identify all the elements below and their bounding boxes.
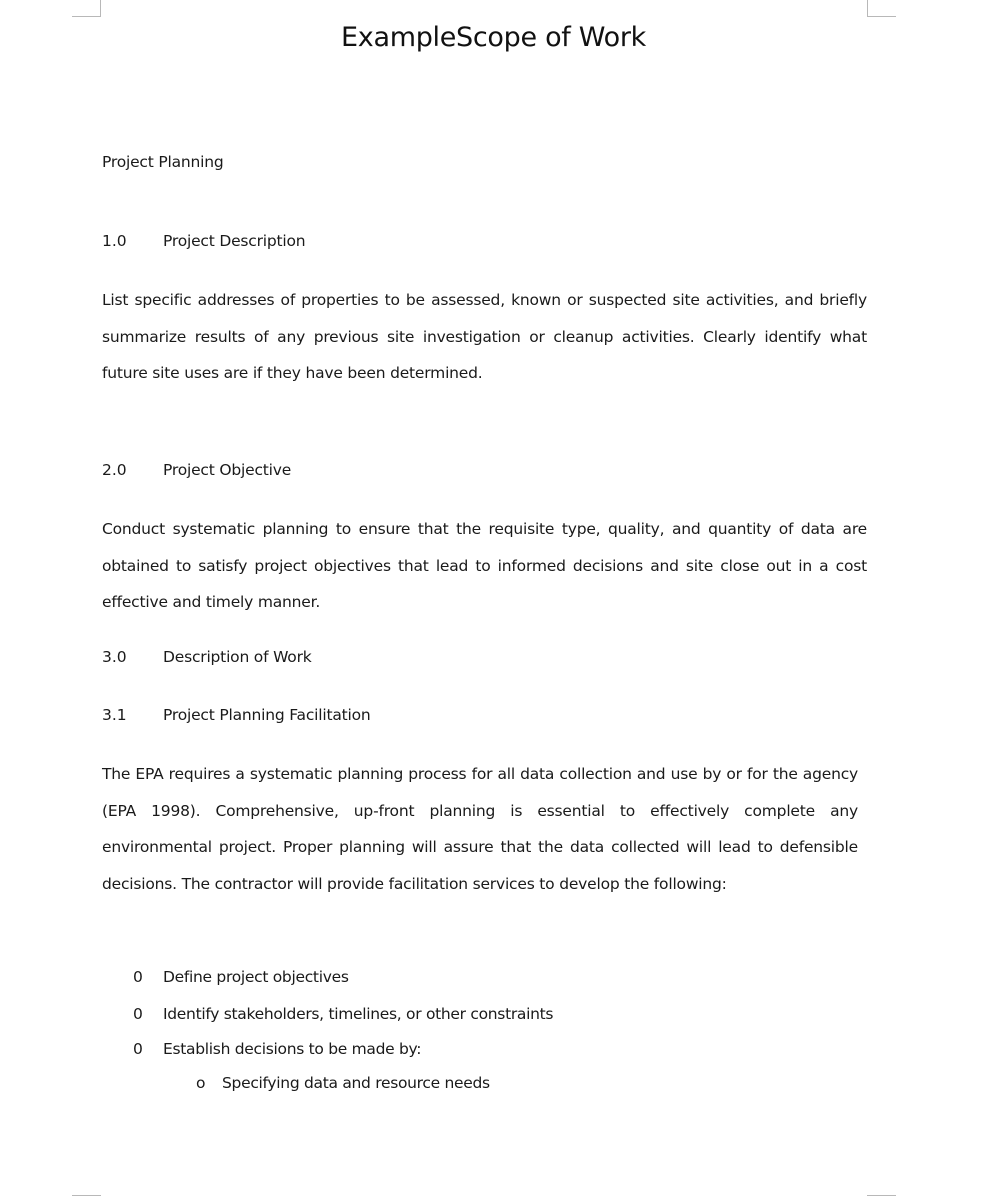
crop-mark-top-left	[72, 16, 101, 17]
section-number: 2.0	[102, 461, 127, 479]
list-item: Establish decisions to be made by:	[163, 1040, 422, 1058]
crop-mark-top-left	[100, 0, 101, 16]
list-item: Identify stakeholders, timelines, or other constraints	[163, 1005, 554, 1023]
document-title: ExampleScope of Work	[341, 22, 646, 53]
sub-list-item: Specifying data and resource needs	[222, 1074, 490, 1092]
section-number: 3.0	[102, 648, 127, 666]
section-body: List specific addresses of properties to be assessed, known or suspected site activities, and briefly summarize results of any previous site investigation or cleanup activities. Clearly identify what future site uses are if they have been determined.	[102, 291, 867, 382]
crop-mark-bottom-left	[72, 1195, 101, 1196]
list-item: Define project objectives	[163, 968, 349, 986]
list-bullet: 0	[133, 1005, 143, 1023]
section-body: Conduct systematic planning to ensure that the requisite type, quality, and quantity of data are obtained to satisfy project objectives that lead to informed decisions and site close out in a cost effective and timely manner.	[102, 520, 867, 611]
section-heading: Project Planning Facilitation	[163, 706, 371, 724]
crop-mark-bottom-right	[867, 1195, 896, 1196]
section-body: The EPA requires a systematic planning process for all data collection and use by or for the agency (EPA 1998). Comprehensive, up-front planning is essential to effectively complete any environmental project. Proper planning will assure that the data collected will lead to defensible decisions. The contractor will provide facilitation services to develop the following:	[102, 765, 858, 893]
crop-mark-top-right	[867, 0, 868, 16]
crop-mark-top-right	[867, 16, 896, 17]
section-label: Project Planning	[102, 153, 224, 171]
sub-list-bullet: o	[196, 1074, 206, 1092]
list-bullet: 0	[133, 968, 143, 986]
section-heading: Description of Work	[163, 648, 312, 666]
section-heading: Project Description	[163, 232, 306, 250]
section-heading: Project Objective	[163, 461, 292, 479]
section-number: 3.1	[102, 706, 127, 724]
list-bullet: 0	[133, 1040, 143, 1058]
section-number: 1.0	[102, 232, 127, 250]
